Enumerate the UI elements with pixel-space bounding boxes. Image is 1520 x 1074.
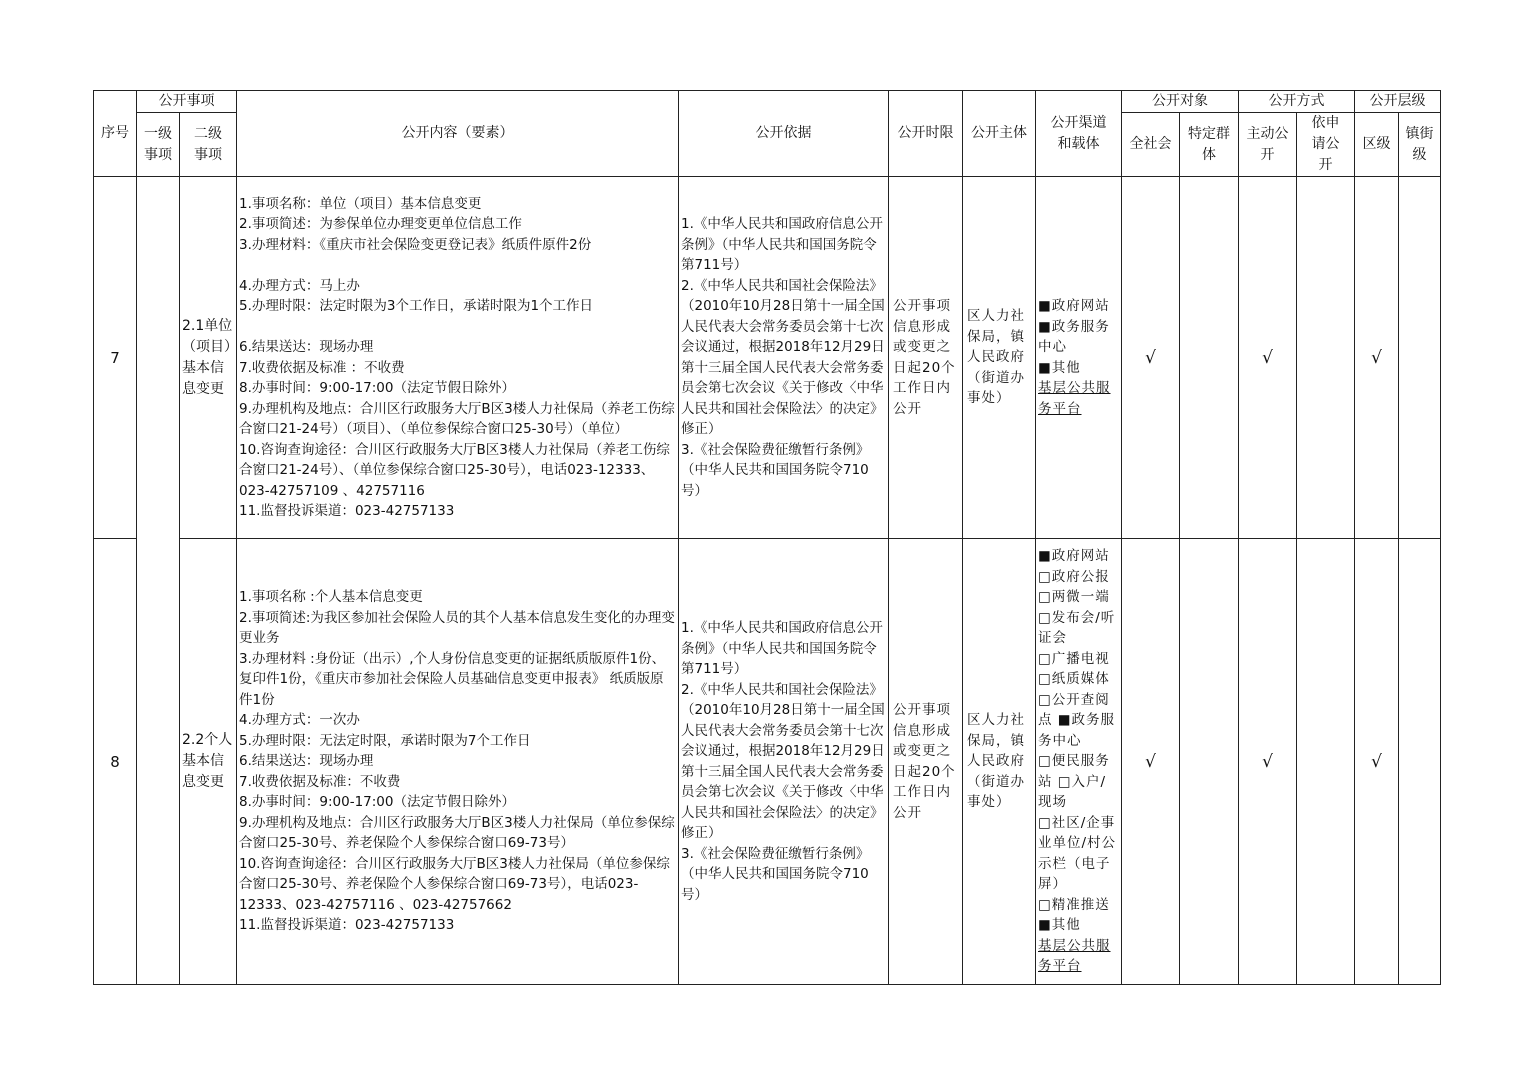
row-time: 公开事项信息形成或变更之日起20个工作日内公开 xyxy=(889,177,963,539)
header-level2: 二级 事项 xyxy=(180,113,237,177)
header-society: 全社会 xyxy=(1122,113,1180,177)
header-object: 公开对象 xyxy=(1122,91,1239,113)
row-seq: 8 xyxy=(94,539,137,985)
row-channels-other-text: 基层公共服务平台 xyxy=(1038,937,1111,975)
table-row xyxy=(94,539,1441,985)
row-content-text: 1.事项名称 :个人基本信息变更 2.事项简述:为我区参加社会保险人员的其个人基本信息发生变化的办理变更业务 3.办理材料 :身份证（出示）,个人身份信息变更的证据纸质版原件1份、复印件1份，《重庆市参加社会保险人员基础信息变更申报表》 纸质版原件1份 4.办理方式：一次办 5.办理时限：无法定时限，承诺时限为7个工作日 6.结果送达：现场办理 7.收费依据及标准：不收费 8.办事时间：9:00-17:00（法定节假日除外） 9.办理机构及地点：合川区行政服务大厅B区3楼人力社保局（单位参保综合窗口25-30号、养老保险个人参保综合窗口69-73号） 10.咨询查询途径：合川区行政服务大厅B区3楼人力社保局（单位参保综合窗口25-30号、养老保险个人参保综合窗口69-73号），电话023-12333、023-42757116 、023-42757662 11.监督投诉渠道：023-42757133 xyxy=(239,589,675,934)
header-town: 镇街 级 xyxy=(1399,113,1441,177)
row-time: 公开事项信息形成或变更之日起20个工作日内公开 xyxy=(889,539,963,985)
row-subject: 区人力社保局，镇人民政府（街道办事处） xyxy=(963,177,1036,539)
row-basis xyxy=(679,539,889,985)
row-channels-text: ■政府网站 ■政务服务中心 ■其他 xyxy=(1038,298,1110,376)
row-mark-district: √ xyxy=(1355,539,1399,985)
row-mark-town xyxy=(1399,177,1441,539)
header-level1: 一级 事项 xyxy=(137,113,180,177)
header-basis: 公开依据 xyxy=(679,91,889,177)
header-apply: 依申 请公 开 xyxy=(1297,113,1355,177)
row-mark-town xyxy=(1399,539,1441,985)
row-channels-other-text: 基层公共服务平台 xyxy=(1038,380,1111,417)
header-time: 公开时限 xyxy=(889,91,963,177)
table-row xyxy=(94,177,1441,539)
row-level2: 2.1单位（项目）基本信息变更 xyxy=(180,177,237,539)
row-content-text: 1.事项名称：单位（项目）基本信息变更 2.事项简述：为参保单位办理变更单位信息工作 3.办理材料：《重庆市社会保险变更登记表》纸质件原件2份 4.办理方式：马上办 5.办理时限：法定时限为3个工作日，承诺时限为1个工作日 6.结果送达：现场办理 7.收费依据及标准 ：不收费 8.办事时间：9:00-17:00（法定节假日除外） 9.办理机构及地点：合川区行政服务大厅B区3楼人力社保局（养老工伤综合窗口21-24号）（项目）、（单位参保综合窗口25-30号）（单位） 10.咨询查询途径：合川区行政服务大厅B区3楼人力社保局（养老工伤综合窗口21-24号）、（单位参保综合窗口25-30号），电话023-12333、023-42757109 、42757116 11.监督投诉渠道：023-42757133 xyxy=(239,195,675,519)
row-subject: 区人力社保局，镇人民政府（街道办事处） xyxy=(963,539,1036,985)
disclosure-table xyxy=(93,90,1441,985)
header-channel: 公开渠道 和载体 xyxy=(1036,91,1122,177)
row-channels-text: ■政府网站 □政府公报 □两微一端 □发布会/听证会 □广播电视 □纸质媒体 □公开查阅点 ■政务服务中心 □便民服务站 □入户/现场 □社区/企事业单位/村公示栏（电子屏） □精准推送 ■其他 xyxy=(1038,548,1117,934)
row-content xyxy=(237,177,679,539)
header-subject: 公开主体 xyxy=(963,91,1036,177)
row-channels xyxy=(1036,539,1122,985)
header-content: 公开内容（要素） xyxy=(237,91,679,177)
row-mark-society: √ xyxy=(1122,539,1180,985)
row-mark-apply xyxy=(1297,539,1355,985)
header-specific: 特定群 体 xyxy=(1180,113,1239,177)
row-mark-specific xyxy=(1180,539,1239,985)
row-content xyxy=(237,539,679,985)
row-mark-specific xyxy=(1180,177,1239,539)
row-mark-apply xyxy=(1297,177,1355,539)
row-basis-text: 1.《中华人民共和国政府信息公开条例》（中华人民共和国国务院令第711号） 2.《中华人民共和国社会保险法》（2010年10月28日第十一届全国人民代表大会常务委员会第十七次会议通过，根据2018年12月29日第十三届全国人民代表大会常务委员会第七次会议《关于修改〈中华人民共和国社会保险法〉的决定》修正） 3.《社会保险费征缴暂行条例》（中华人民共和国国务院令710号） xyxy=(681,216,885,499)
row-mark-active: √ xyxy=(1239,177,1297,539)
header-active: 主动公 开 xyxy=(1239,113,1297,177)
row-channels xyxy=(1036,177,1122,539)
row-mark-active: √ xyxy=(1239,539,1297,985)
header-seq: 序号 xyxy=(94,91,137,177)
row-mark-society: √ xyxy=(1122,177,1180,539)
row-level2: 2.2个人基本信息变更 xyxy=(180,539,237,985)
header-tier: 公开层级 xyxy=(1355,91,1441,113)
row-seq: 7 xyxy=(94,177,137,539)
header-items: 公开事项 xyxy=(137,91,237,113)
row-level1 xyxy=(137,177,180,985)
header-row-groups xyxy=(94,91,1441,113)
row-mark-district: √ xyxy=(1355,177,1399,539)
header-district: 区级 xyxy=(1355,113,1399,177)
row-basis-text: 1.《中华人民共和国政府信息公开条例》（中华人民共和国国务院令第711号） 2.《中华人民共和国社会保险法》（2010年10月28日第十一届全国人民代表大会常务委员会第十七次会议通过，根据2018年12月29日第十三届全国人民代表大会常务委员会第七次会议《关于修改〈中华人民共和国社会保险法〉的决定》修正） 3.《社会保险费征缴暂行条例》（中华人民共和国国务院令710号） xyxy=(681,620,885,903)
row-basis xyxy=(679,177,889,539)
header-method: 公开方式 xyxy=(1239,91,1355,113)
